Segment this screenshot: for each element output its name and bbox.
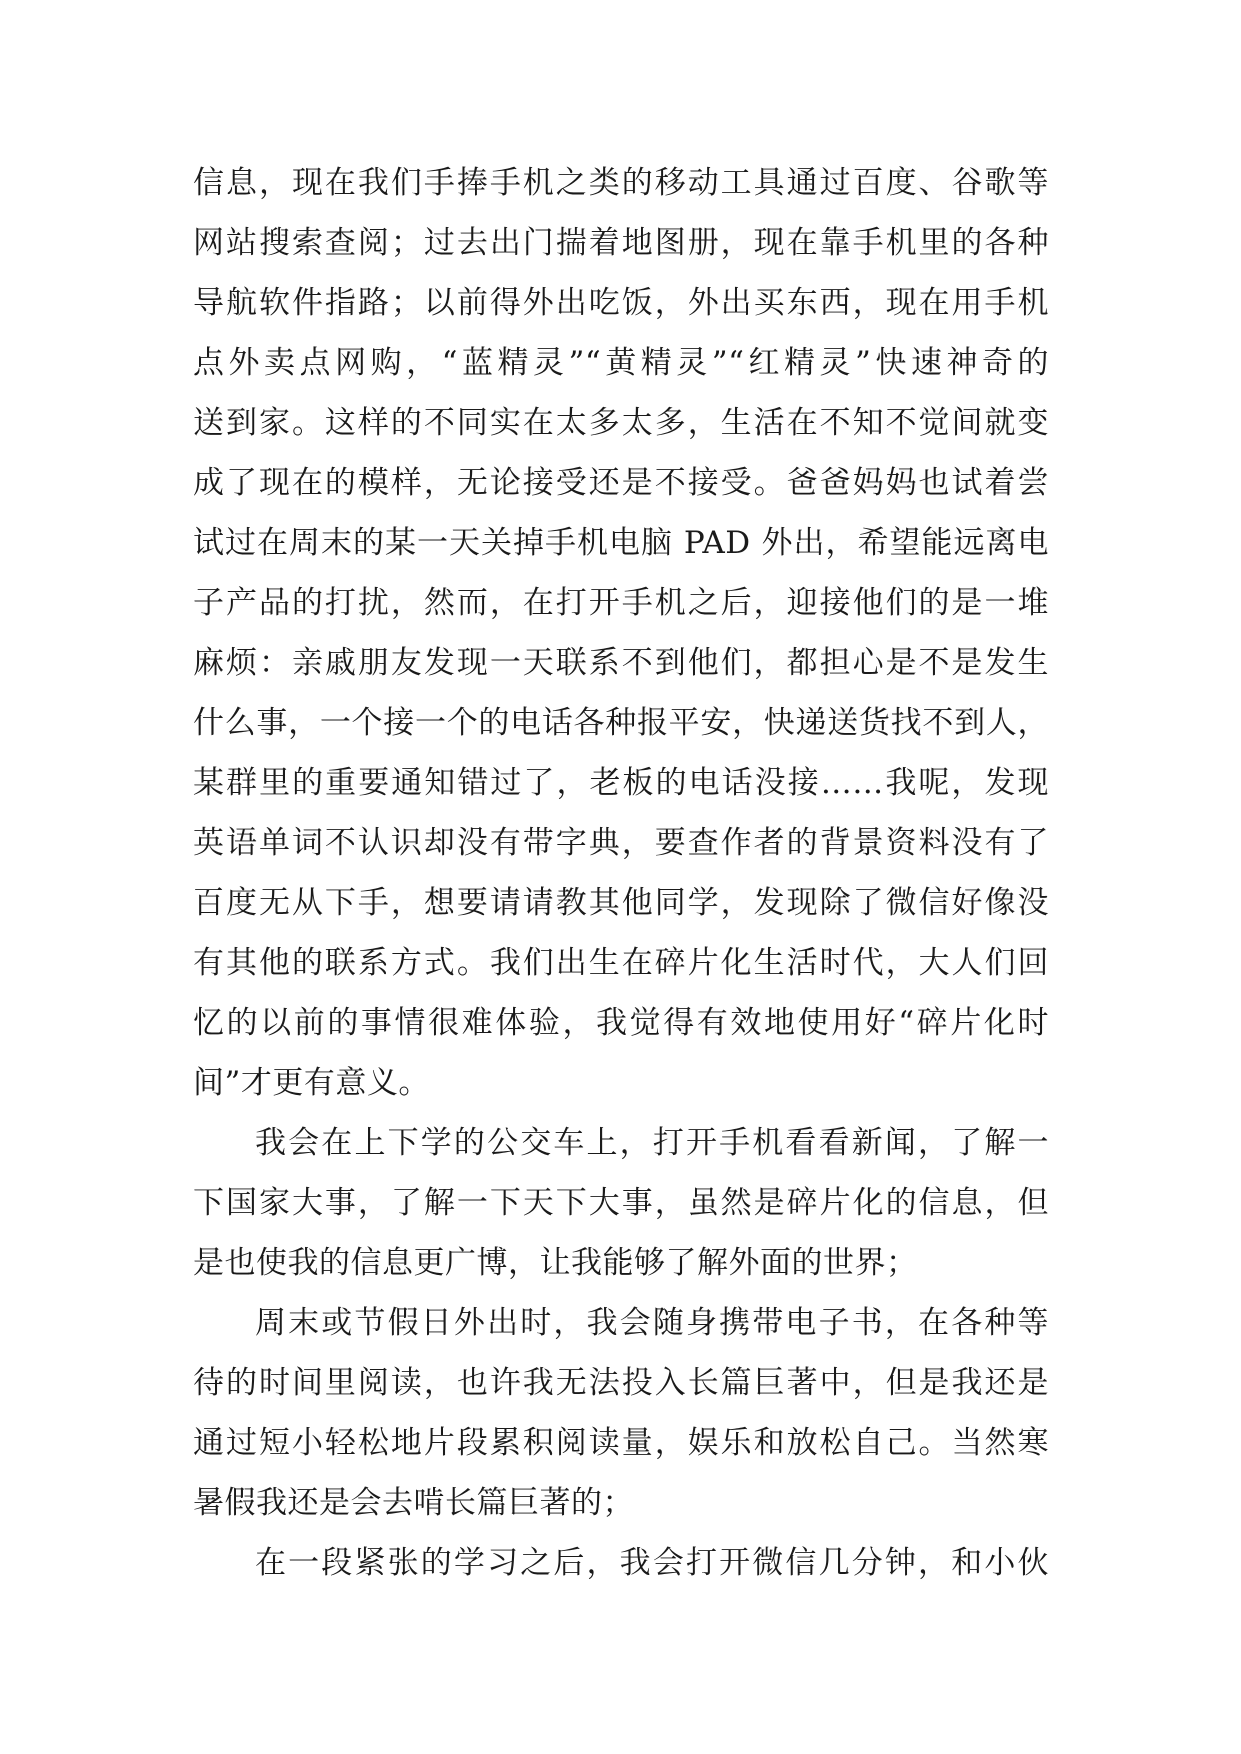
- text-line: 信息，现在我们手捧手机之类的移动工具通过百度、谷歌等: [193, 165, 1049, 201]
- text-line: 麻烦：亲戚朋友发现一天联系不到他们，都担心是不是发生: [193, 645, 1049, 681]
- text-line: 试过在周末的某一天关掉手机电脑 PAD 外出，希望能远离电: [193, 525, 1049, 561]
- body-text: [193, 153, 1049, 1593]
- text-line: 有其他的联系方式。我们出生在碎片化生活时代，大人们回: [193, 945, 1049, 981]
- text-line: 忆的以前的事情很难体验，我觉得有效地使用好“碎片化时: [193, 1005, 1049, 1041]
- text-line: 送到家。这样的不同实在太多太多，生活在不知不觉间就变: [193, 405, 1049, 441]
- text-line: 百度无从下手，想要请请教其他同学，发现除了微信好像没: [193, 885, 1049, 921]
- text-line: 导航软件指路；以前得外出吃饭，外出买东西，现在用手机: [193, 285, 1049, 321]
- text-line: 下国家大事，了解一下天下大事，虽然是碎片化的信息，但: [193, 1185, 1049, 1221]
- text-line: 在一段紧张的学习之后，我会打开微信几分钟，和小伙: [255, 1545, 1049, 1581]
- text-line: 网站搜索查阅；过去出门揣着地图册，现在靠手机里的各种: [193, 225, 1049, 261]
- text-line: 英语单词不认识却没有带字典，要查作者的背景资料没有了: [193, 825, 1049, 861]
- text-line: 通过短小轻松地片段累积阅读量，娱乐和放松自己。当然寒: [193, 1425, 1049, 1461]
- text-line: 周末或节假日外出时，我会随身携带电子书，在各种等: [255, 1305, 1049, 1341]
- text-line: 间”才更有意义。: [193, 1065, 430, 1101]
- text-line: 什么事，一个接一个的电话各种报平安，快递送货找不到人，: [193, 705, 1049, 741]
- text-line: 点外卖点网购，“蓝精灵”“黄精灵”“红精灵”快速神奇的: [193, 345, 1049, 381]
- text-line: 暑假我还是会去啃长篇巨著的；: [193, 1485, 634, 1521]
- text-line: 某群里的重要通知错过了，老板的电话没接……我呢，发现: [193, 765, 1049, 801]
- text-line: 是也使我的信息更广博，让我能够了解外面的世界；: [193, 1245, 918, 1281]
- text-line: 子产品的打扰，然而，在打开手机之后，迎接他们的是一堆: [193, 585, 1049, 621]
- text-line: 我会在上下学的公交车上，打开手机看看新闻，了解一: [255, 1125, 1049, 1161]
- text-line: 成了现在的模样，无论接受还是不接受。爸爸妈妈也试着尝: [193, 465, 1049, 501]
- text-line: 待的时间里阅读，也许我无法投入长篇巨著中，但是我还是: [193, 1365, 1049, 1401]
